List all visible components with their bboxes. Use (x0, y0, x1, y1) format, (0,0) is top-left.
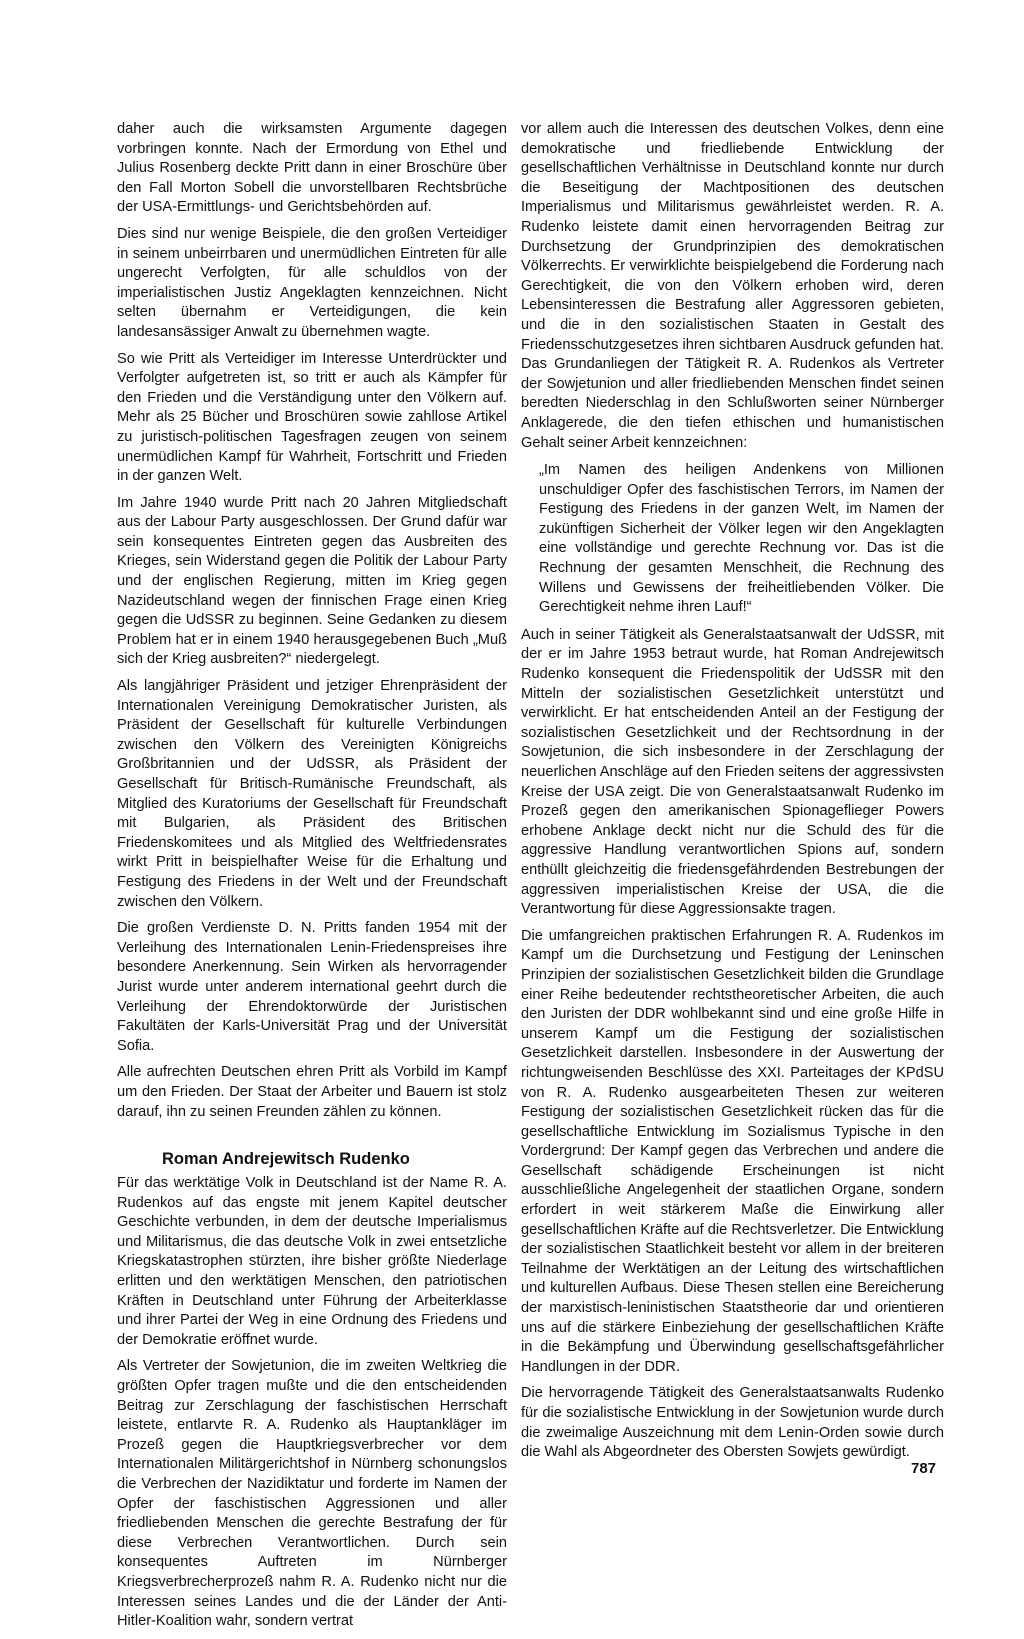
section-heading: Roman Andrejewitsch Rudenko (162, 1150, 410, 1169)
paragraph: Im Jahre 1940 wurde Pritt nach 20 Jahren Mitgliedschaft aus der Labour Party ausgeschlossen. Der Grund dafür war sein konsequentes Eintreten gegen das Ausbreiten des Krieges, sein Widerstand gegen die Politik der Labour Party und der englischen Regierung, mitten im Krieg gegen Nazideutschland wegen der finnischen Frage einen Krieg gegen die UdSSR zu beginnen. Seine Gedanken zu diesem Problem hat er in einem 1940 herausgegebenen Buch „Muß sich der Krieg ausbreiten?“ niedergelegt. (117, 494, 507, 668)
paragraph: daher auch die wirksamsten Argumente dagegen vorbringen konnte. Nach der Ermordung von Ethel und Julius Rosenberg deckte Pritt dann in einer Broschüre über den Fall Morton Sobell die unvorstellbaren Rechtsbrüche der USA-Ermittlungs- und Gerichtsbehörden auf. (117, 121, 507, 216)
paragraph: Alle aufrechten Deutschen ehren Pritt als Vorbild im Kampf um den Frieden. Der Staat der Arbeiter und Bauern ist stolz darauf, ihn zu seinen Freunden zählen zu können. (117, 1064, 507, 1120)
paragraph: Die hervorragende Tätigkeit des Generalstaatsanwalts Rudenko für die sozialistische Entwicklung in der Sowjetunion wurde durch die zweimalige Auszeichnung mit dem Lenin-Orden sowie durch die Wahl als Abgeordneter des Obersten Sowjets gewürdigt. (521, 1385, 944, 1461)
paragraph: Die umfangreichen praktischen Erfahrungen R. A. Rudenkos im Kampf um die Durchsetzung und Festigung der Leninschen Prinzipien der sozialistischen Gesetzlichkeit bilden die Grundlage einer Reihe bedeutender rechtstheoretischer Arbeiten, die auch den Juristen der DDR wohlbekannt sind und eine große Hilfe in unserem Kampf um die Festigung der sozialistischen Gesetzlichkeit darstellen. Insbesondere in der Auswertung der richtungweisenden Beschlüsse des XXI. Parteitages der KPdSU von R. A. Rudenko ausgearbeiteten Thesen zur weiteren Festigung der sozialistischen Gesetzlichkeit rücken das für die gesellschaftliche Entwicklung im Sozialismus Typische in den Vordergrund: Der Kampf gegen das Verbrechen und andere die Gesellschaft schädigende Erscheinungen ist nicht ausschließliche Angelegenheit der staatlichen Organe, sondern erfordert in weit stärkerem Maße die Einwirkung aller gesellschaftlichen Kräfte auf die Rechtsverletzer. Die Entwicklung der sozialistischen Staatlichkeit besteht vor allem in der breiteren Teilnahme der Werktätigen an der Leitung des wirtschaftlichen und kulturellen Aufbaus. Diese Thesen stellen eine Bereicherung der marxistisch-leninistischen Staatstheorie dar und orientieren uns auf die stärkere Einbeziehung der gesellschaftlichen Kräfte in die Bekämpfung und Überwindung gesellschaftsgefährlicher Handlungen in der DDR. (521, 927, 944, 1375)
left-column (117, 120, 507, 1639)
paragraph: Auch in seiner Tätigkeit als Generalstaatsanwalt der UdSSR, mit der er im Jahre 1953 betraut wurde, hat Roman Andrejewitsch Rudenko konsequent die Friedenspolitik der UdSSR mit den Mitteln der sozialistischen Gesetzlichkeit unterstützt und verwirklicht. Er hat entscheidenden Anteil an der Festigung der sozialistischen Gesetzlichkeit und der Rechtsordnung in der Sowjetunion, die sich insbesondere in der Zerschlagung der neuerlichen Anschläge auf den Frieden seitens der aggressivsten Kreise der USA zeigt. Die von Generalstaatsanwalt Rudenko im Prozeß gegen den amerikanischen Spionageflieger Powers erhobene Anklage deckt nicht nur die Schuld des für die aggressive Handlung verantwortlichen Spions auf, sondern enthüllt gleichzeitig die friedensgefährdenden Bestrebungen der aggressiven imperialistischen Kreise der USA, die die Verantwortung für diese Aggressionsakte tragen. (521, 626, 944, 918)
right-column (521, 120, 944, 1470)
paragraph: So wie Pritt als Verteidiger im Interesse Unterdrückter und Verfolgter aufgetreten ist, so tritt er auch als Kämpfer für den Frieden und die Verständigung unter den Völkern auf. Mehr als 25 Bücher und Broschüren sowie zahllose Artikel zu juristisch-politischen Tagesfragen zeugen von seinem unermüdlichen Kampf für Wahrheit, Fortschritt und Frieden in der ganzen Welt. (117, 350, 507, 485)
paragraph: vor allem auch die Interessen des deutschen Volkes, denn eine demokratische und friedliebende Entwicklung der gesellschaftlichen Verhältnisse in Deutschland konnte nur durch die Beseitigung der Machtpositionen des deutschen Imperialismus und Militarismus gewährleistet werden. R. A. Rudenko leistete damit einen hervorragenden Beitrag zur Durchsetzung der Grundprinzipien des demokratischen Völkerrechts. Er verwirklichte beispielgebend die Forderung nach Gerechtigkeit, die von den Völkern erhoben wird, deren Lebensinteressen die Bestrafung aller Aggressoren gebieten, und die in den sozialistischen Staaten in Gestalt des Friedensschutzgesetzes ihren sichtbaren Ausdruck gefunden hat. Das Grundanliegen der Tätigkeit R. A. Rudenkos als Vertreter der Sowjetunion und aller friedliebenden Menschen findet seinen beredten Niederschlag in den Schlußworten seiner Nürnberger Anklagerede, die den tiefen ethischen und humanistischen Gehalt seiner Arbeit kennzeichnen: (521, 121, 944, 451)
page-number: 787 (911, 1460, 937, 1477)
paragraph: Die großen Verdienste D. N. Pritts fanden 1954 mit der Verleihung des Internationalen Lenin-Friedenspreises ihre besondere Anerkennung. Sein Wirken als hervorragender Jurist wurde unter anderem international geehrt durch die Verleihung der Ehrendoktorwürde der Juristischen Fakultäten der Karls-Universität Prag und der Universität Sofia. (117, 920, 507, 1054)
block-quote: „Im Namen des heiligen Andenkens von Millionen unschuldiger Opfer des faschistischen Terrors, im Namen der Festigung des Friedens in der ganzen Welt, im Namen der zukünftigen Sicherheit der Völker legen wir den Angeklagten eine vollständige und gerechte Rechnung vor. Das ist die Rechnung der gesamten Menschheit, die Rechnung des Willens und Gewissens der freiheitliebenden Völker. Die Gerechtigkeit nehme ihren Lauf!“ (539, 462, 944, 616)
paragraph: Als Vertreter der Sowjetunion, die im zweiten Weltkrieg die größten Opfer tragen mußte und die den entscheidenden Beitrag zur Zerschlagung der faschistischen Herrschaft leistete, entlarvte R. A. Rudenko als Hauptankläger im Prozeß gegen die Hauptkriegsverbrecher vor dem Internationalen Militärgerichtshof in Nürnberg schonungslos die Verbrechen der Nazidiktatur und forderte im Namen der Opfer der faschistischen Aggressionen und aller friedliebenden Menschen die gerechte Bestrafung der für diese Verbrechen Verantwortlichen. Durch sein konsequentes Auftreten im Nürnberger Kriegsverbrecherprozeß nahm R. A. Rudenko nicht nur die Interessen seines Landes und die der Länder der Anti-Hitler-Koalition wahr, sondern vertrat (117, 1358, 507, 1630)
paragraph: Als langjähriger Präsident und jetziger Ehrenpräsident der Internationalen Vereinigung Demokratischer Juristen, als Präsident der Gesellschaft für kulturelle Verbindungen zwischen den Völkern des Vereinigten Königreichs Großbritannien und der UdSSR, als Präsident der Gesellschaft für Britisch-Rumänische Freundschaft, als Mitglied des Kuratoriums der Gesellschaft für Freundschaft mit Bulgarien, als Präsident des Britischen Friedenskomitees und als Mitglied des Weltfriedensrates wirkt Pritt in beispielhafter Weise für die Erhaltung und Festigung des Friedens in der Welt und der Freundschaft zwischen den Völkern. (117, 678, 507, 910)
paragraph: Für das werktätige Volk in Deutschland ist der Name R. A. Rudenkos auf das engste mit jenem Kapitel deutscher Geschichte verbunden, in dem der deutsche Imperialismus und Militarismus, die das deutsche Volk in zwei entsetzliche Kriegskatastrophen stürzten, ihre bisher größte Niederlage erlitten und den werktätigen Menschen, den patriotischen Kräften in Deutschland unter Führung der Arbeiterklasse und ihrer Partei der Weg in eine Ordnung des Friedens und der Demokratie eröffnet wurde. (117, 1175, 507, 1348)
paragraph: Dies sind nur wenige Beispiele, die den großen Verteidiger in seinem unbeirrbaren und unermüdlichen Eintreten für alle ungerecht Verfolgten, für alle schuldlos von der imperialistischen Justiz Angeklagten kennzeichnen. Nicht selten übernahm er Verteidigungen, die kein landesansässiger Anwalt zu übernehmen wagte. (117, 225, 507, 340)
